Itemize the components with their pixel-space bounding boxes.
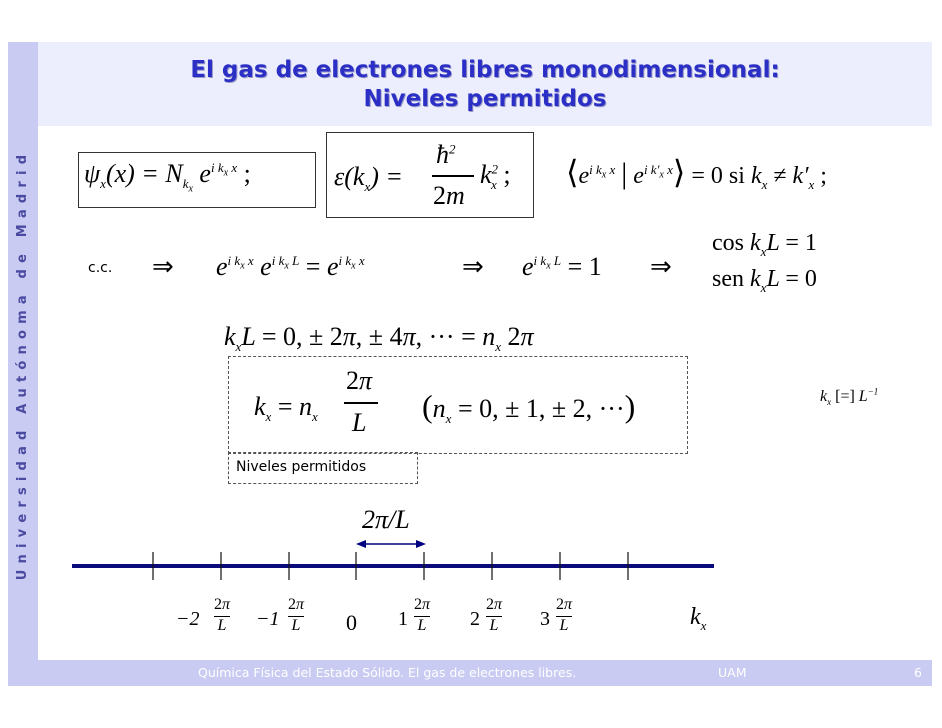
implies-arrow-2: ⇒ <box>462 252 484 281</box>
allowed-k-numerator: 2π <box>346 366 373 395</box>
page-number: 6 <box>914 665 922 680</box>
spacing-arrowhead-right <box>416 540 426 548</box>
university-vertical-text: Universidad Autónoma de Madrid <box>15 148 31 580</box>
energy-lhs: $\varepsilon(k_x)$ = <box>334 162 403 195</box>
title-line-1: El gas de electrones libres monodimensional: <box>190 57 780 83</box>
tick-label-neg1: −1 <box>256 608 280 630</box>
spacing-label: 2π/L <box>362 505 410 534</box>
wavefunction-equation: $\psi_x(x) = N_{k_x}$ $e^{i k_x x}$ ; <box>84 159 251 195</box>
allowed-k-lhs: $k_x = n_x$ <box>254 392 318 425</box>
footer-institution: UAM <box>718 665 747 680</box>
tick-label-zero: 0 <box>346 610 357 635</box>
tick-label-neg2: −2 <box>176 608 200 630</box>
energy-numerator: $ħ^2$ <box>436 140 456 169</box>
k-axis-label: $k_x$ <box>690 604 707 633</box>
title-line-2: Niveles permitidos <box>363 86 607 112</box>
quantization-sequence: $k_xL = 0$, ± 2π, ± 4π, ··· = $n_x$ 2π <box>224 322 534 355</box>
footer-course: Química Física del Estado Sólido. El gas de electrones libres. <box>198 665 577 680</box>
energy-k2: $k^2_x$ ; <box>480 160 511 193</box>
tick-label-2: 2 <box>470 608 480 630</box>
cc-label: c.c. <box>88 260 113 276</box>
sen-condition: sen $k_xL = 0$ <box>712 266 817 295</box>
niveles-label: Niveles permitidos <box>236 459 367 475</box>
units-note: $k_x$ [=] $L^{-1}$ <box>820 386 879 408</box>
implies-arrow-1: ⇒ <box>152 252 174 281</box>
implies-arrow-3: ⇒ <box>650 252 672 281</box>
spacing-arrowhead-left <box>356 540 366 548</box>
tick-label-1: 1 <box>398 608 408 630</box>
allowed-n-values: ($n_x = 0$, ± 1, ± 2, ···) <box>422 388 636 427</box>
exp-equals-one: $e^{i k_x L} = 1$ <box>522 252 602 281</box>
periodicity-equation: $e^{i k_x x}$ $e^{i k_x L} = e^{i k_x x}$ <box>216 252 365 281</box>
tick-label-3: 3 <box>540 608 550 630</box>
cos-condition: $\cos k_xL = 1$ <box>712 230 817 259</box>
tick-frac: 2π L <box>214 596 231 634</box>
orthogonality-equation: $⟨e^{i k_x x}$ | $e^{i k'_x x}⟩ = 0$ si $k_x \ne k'_x$ ; <box>566 154 827 192</box>
